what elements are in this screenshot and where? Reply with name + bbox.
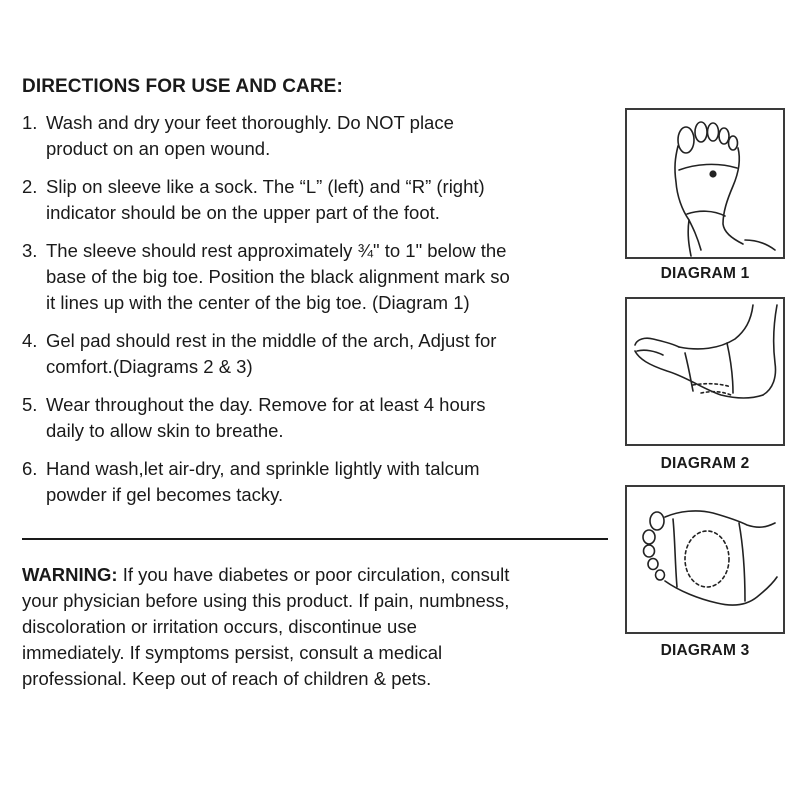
step-line: it lines up with the center of the big toe. (Diagram 1) bbox=[46, 292, 470, 313]
diagram-3-frame bbox=[625, 485, 785, 634]
warning-line: discoloration or irritation occurs, discontinue use bbox=[22, 616, 417, 637]
step-4 bbox=[22, 328, 622, 380]
warning-line: professional. Keep out of reach of children & pets. bbox=[22, 668, 432, 689]
step-line: base of the big toe. Position the black alignment mark so bbox=[46, 266, 510, 287]
step-line: Slip on sleeve like a sock. The “L” (left) and “R” (right) bbox=[46, 176, 485, 197]
step-line: daily to allow skin to breathe. bbox=[46, 420, 284, 441]
warning-text: If you have diabetes or poor circulation, consult bbox=[117, 564, 510, 585]
warning-line bbox=[22, 562, 509, 588]
step-number: 6. bbox=[22, 458, 38, 479]
diagram-1-frame bbox=[625, 108, 785, 259]
directions-heading: DIRECTIONS FOR USE AND CARE: bbox=[22, 76, 343, 97]
warning-line: immediately. If symptoms persist, consult a medical bbox=[22, 642, 443, 663]
step-line: indicator should be on the upper part of the foot. bbox=[46, 202, 440, 223]
step-line: Wash and dry your feet thoroughly. Do NOT place bbox=[46, 112, 454, 133]
step-1 bbox=[22, 110, 622, 162]
step-number: 4. bbox=[22, 330, 38, 351]
diagram-1-caption: DIAGRAM 1 bbox=[660, 265, 750, 282]
step-6 bbox=[22, 456, 622, 508]
section-divider bbox=[22, 538, 608, 540]
step-line: Hand wash,let air-dry, and sprinkle lightly with talcum bbox=[46, 458, 480, 479]
step-line: powder if gel becomes tacky. bbox=[46, 484, 284, 505]
step-line: comfort.(Diagrams 2 & 3) bbox=[46, 356, 253, 377]
diagram-3-caption: DIAGRAM 3 bbox=[660, 642, 750, 659]
warning-block bbox=[22, 562, 509, 692]
foot-top-view-icon bbox=[627, 110, 783, 257]
step-number: 1. bbox=[22, 112, 38, 133]
directions-list bbox=[22, 110, 622, 520]
diagram-2-frame bbox=[625, 297, 785, 446]
step-number: 5. bbox=[22, 394, 38, 415]
warning-line: your physician before using this product. If pain, numbness, bbox=[22, 590, 510, 611]
step-2 bbox=[22, 174, 622, 226]
step-3 bbox=[22, 238, 622, 316]
step-number: 3. bbox=[22, 240, 38, 261]
foot-side-view-icon bbox=[627, 299, 783, 444]
step-line: product on an open wound. bbox=[46, 138, 271, 159]
step-line: Gel pad should rest in the middle of the arch, Adjust for bbox=[46, 330, 497, 351]
warning-label: WARNING: bbox=[22, 564, 118, 585]
step-5 bbox=[22, 392, 622, 444]
step-number: 2. bbox=[22, 176, 38, 197]
diagram-2-caption: DIAGRAM 2 bbox=[660, 455, 750, 472]
step-line: The sleeve should rest approximately ¾" to 1" below the bbox=[46, 240, 507, 261]
step-line: Wear throughout the day. Remove for at least 4 hours bbox=[46, 394, 486, 415]
foot-sole-view-icon bbox=[627, 487, 783, 632]
